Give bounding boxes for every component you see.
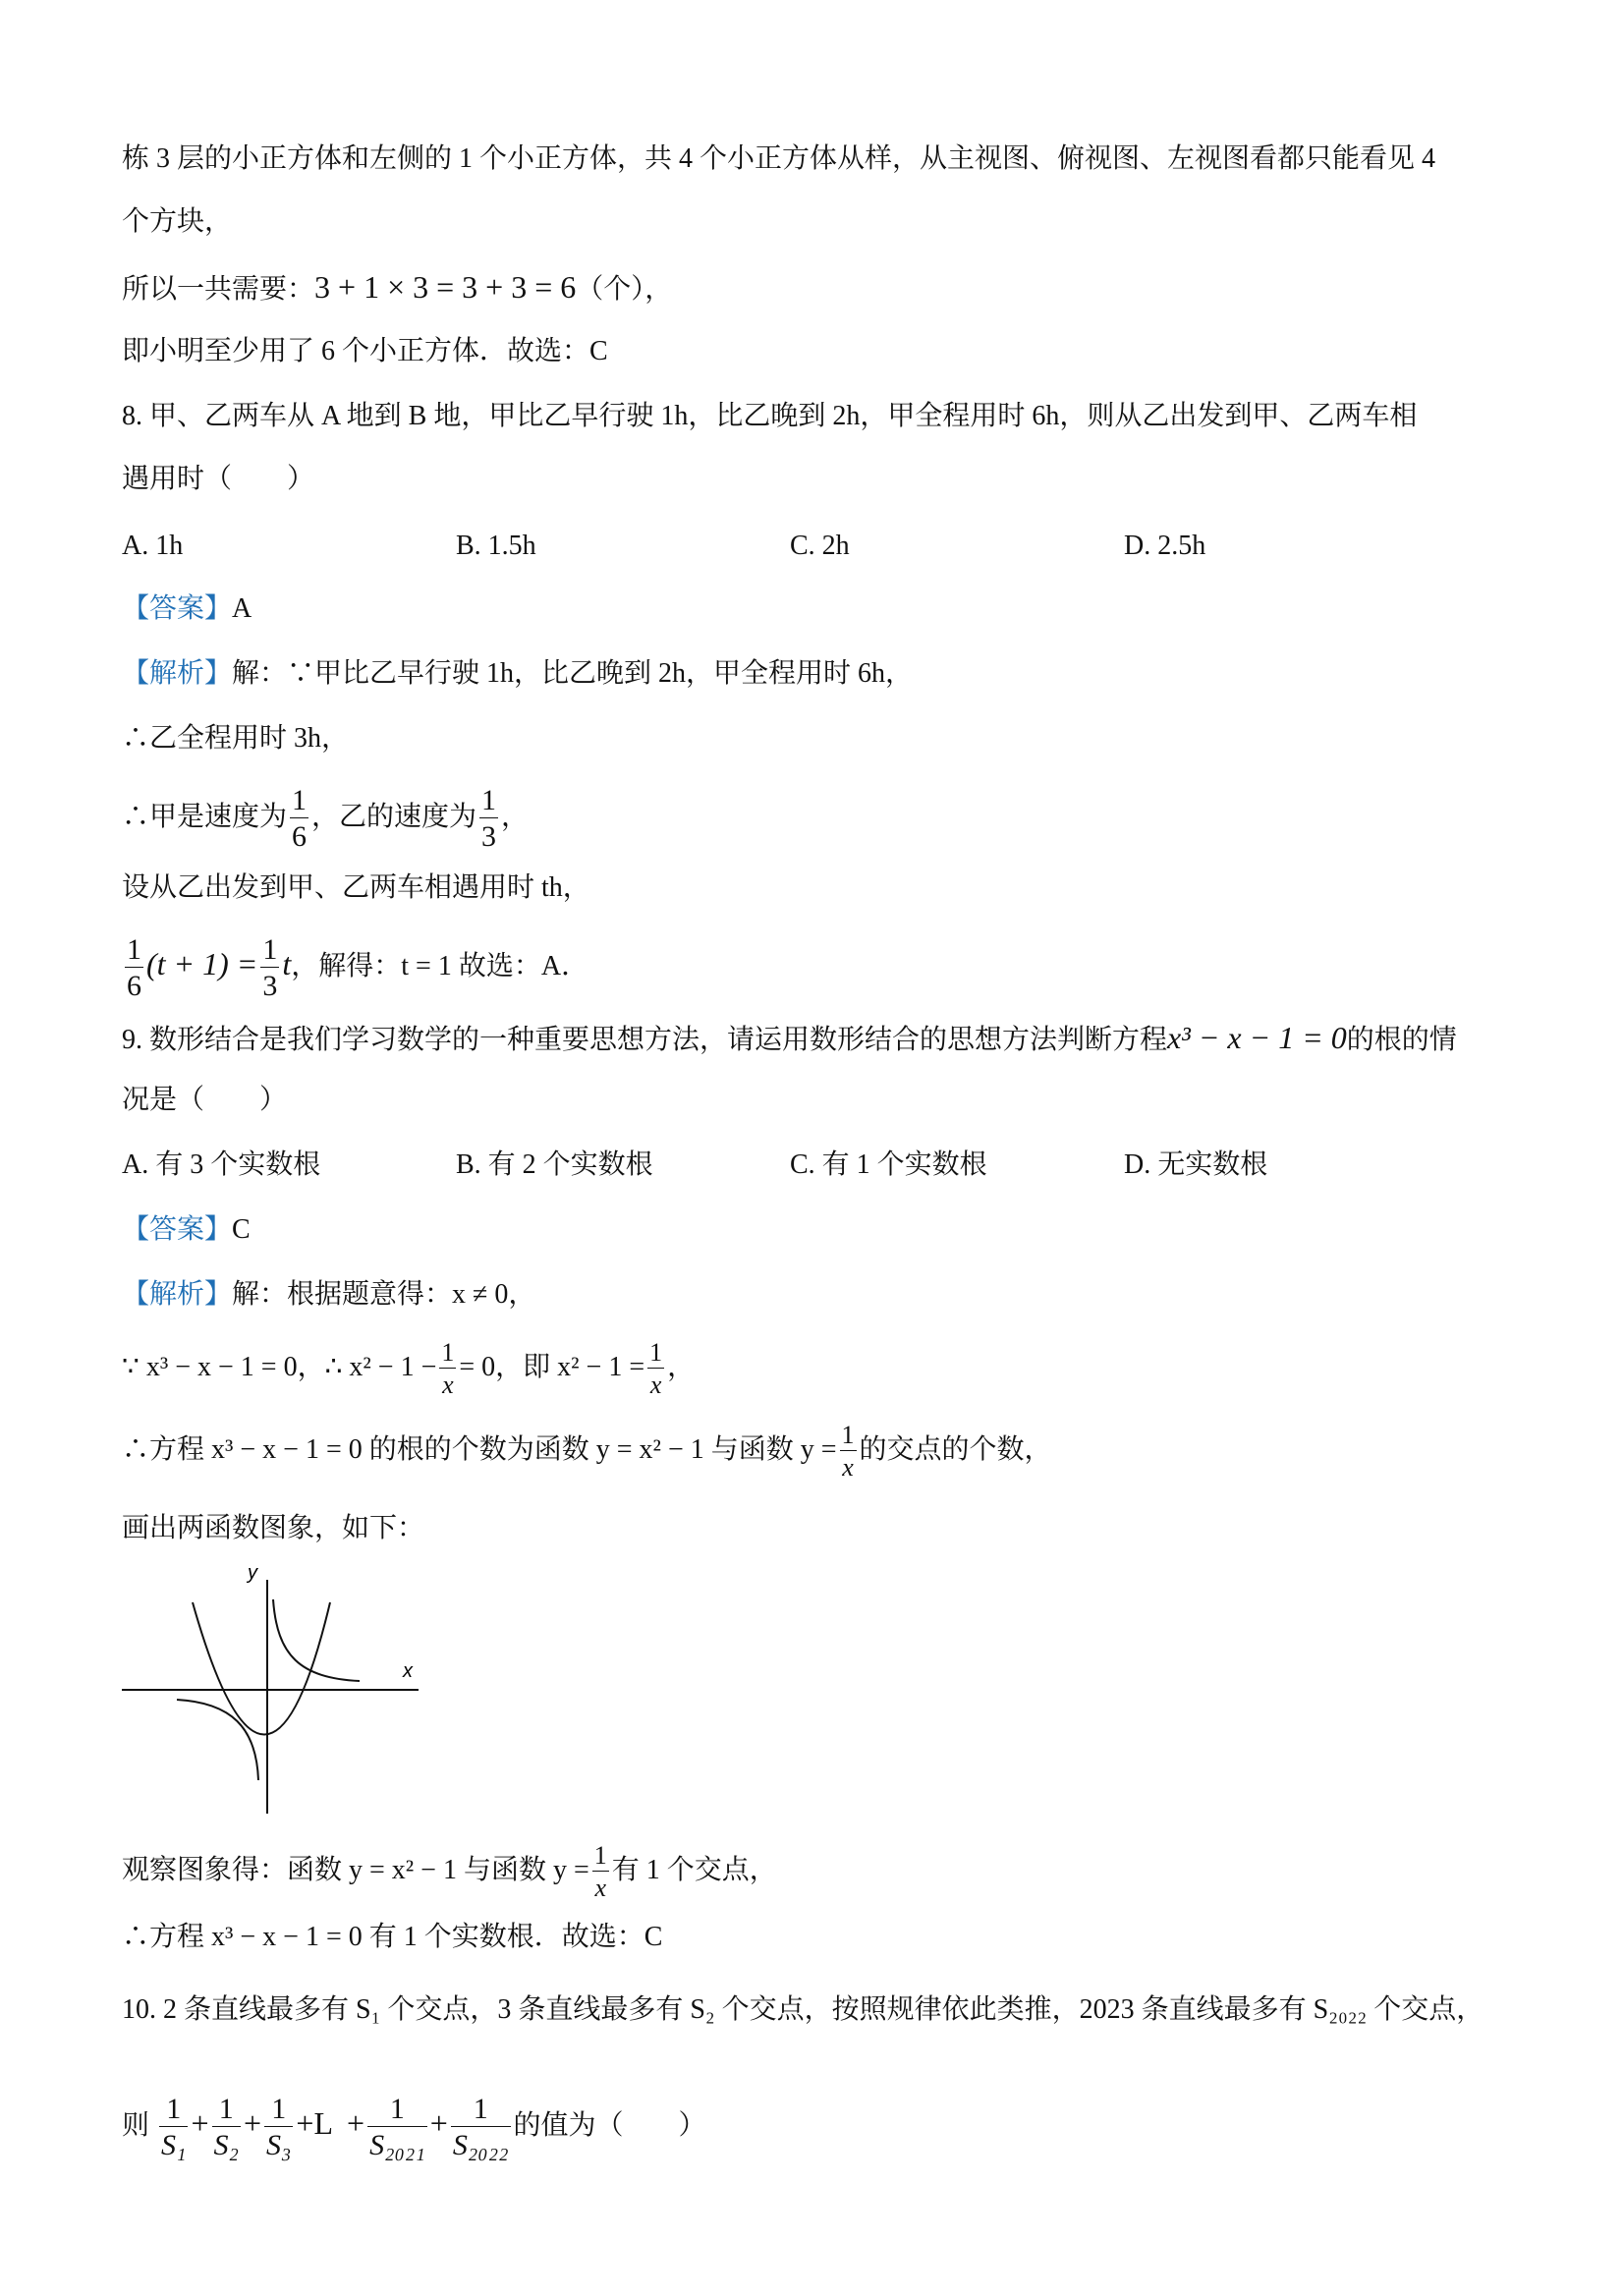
text-line-3-prefix: 所以一共需要： bbox=[122, 274, 315, 305]
numerator: 1 bbox=[649, 1338, 663, 1367]
fraction-one-over-x bbox=[439, 1340, 456, 1398]
numerator: 1 bbox=[212, 2095, 241, 2127]
analysis-text: ， bbox=[667, 1351, 696, 1382]
q8-option-c: C. 2h bbox=[790, 531, 850, 561]
ellipsis: +L bbox=[296, 2104, 334, 2141]
fraction-one-over-x bbox=[592, 1843, 609, 1901]
cubic-equation: x³ − x − 1 = 0 bbox=[1167, 1020, 1347, 1055]
analysis-tag: 【解析】 bbox=[122, 1279, 233, 1310]
numerator: 1 bbox=[841, 1421, 855, 1449]
denominator: S₂ bbox=[213, 2129, 239, 2161]
fraction-one-third bbox=[260, 935, 279, 1001]
analysis-text: ，解得：t = 1 故选：A． bbox=[291, 950, 589, 981]
fraction-one-over-x bbox=[840, 1423, 857, 1481]
numerator: 1 bbox=[451, 2095, 511, 2127]
denominator: 6 bbox=[292, 820, 308, 853]
plus-sign: + bbox=[191, 2104, 209, 2141]
denominator: S₃ bbox=[265, 2129, 292, 2161]
denominator: 3 bbox=[481, 820, 497, 853]
q8-analysis-5 bbox=[122, 935, 588, 1001]
q9-option-c: C. 有 1 个实数根 bbox=[790, 1149, 987, 1180]
analysis-text: 观察图象得：函数 y = x² − 1 与函数 y = bbox=[122, 1854, 589, 1885]
q9-stem-line-2: 况是（ ） bbox=[122, 1085, 288, 1115]
denominator: S₂₀₂₁ bbox=[369, 2129, 425, 2161]
function-graph bbox=[118, 1552, 432, 1818]
denominator: x bbox=[442, 1371, 454, 1399]
q9-analysis-5 bbox=[122, 1843, 777, 1901]
x-axis-label: x bbox=[403, 1660, 413, 1682]
analysis-text: ∴甲是速度为 bbox=[122, 801, 288, 832]
variable-t: t bbox=[282, 945, 292, 981]
fraction-one-sixth bbox=[125, 935, 143, 1001]
plus-sign: + bbox=[243, 2104, 261, 2141]
q8-stem-line-2: 遇用时（ ） bbox=[122, 464, 315, 494]
answer-tag: 【答案】 bbox=[122, 593, 233, 624]
q9-analysis-4: 画出两函数图象，如下： bbox=[122, 1513, 425, 1543]
denominator: x bbox=[649, 1371, 662, 1399]
numerator: 1 bbox=[441, 1338, 455, 1367]
text-line-3-suffix: （个）， bbox=[576, 274, 673, 305]
q8-stem-line-1: 8. 甲、乙两车从 A 地到 B 地，甲比乙早行驶 1h，比乙晚到 2h，甲全程用时 6h，则从乙出发到甲、乙两车相 bbox=[122, 401, 1418, 431]
q10-stem-line-2 bbox=[122, 2095, 706, 2160]
text-line-2: 个方块， bbox=[122, 206, 233, 237]
text-line-4: 即小明至少用了 6 个小正方体．故选：C bbox=[122, 336, 608, 366]
q8-analysis-3 bbox=[122, 786, 529, 852]
text-line-1: 栋 3 层的小正方体和左侧的 1 个小正方体，共 4 个小正方体从样，从主视图、俯视图、左视图看都只能看见 4 bbox=[122, 143, 1436, 174]
numerator: 1 bbox=[127, 933, 141, 966]
q8-option-b: B. 1.5h bbox=[456, 531, 536, 561]
analysis-text: 解：根据题意得：x ≠ 0， bbox=[232, 1279, 536, 1310]
q9-option-d: D. 无实数根 bbox=[1124, 1149, 1268, 1180]
count-equation: 3 + 1 × 3 = 3 + 3 = 6 bbox=[314, 269, 577, 305]
denominator: 6 bbox=[127, 970, 141, 1002]
answer-value: C bbox=[232, 1214, 251, 1245]
denominator: x bbox=[594, 1874, 607, 1902]
q8-analysis-2: ∴乙全程用时 3h， bbox=[122, 723, 350, 754]
q10-stem-line-1: 10. 2 条直线最多有 S₁ 个交点，3 条直线最多有 S₂ 个交点，按照规律依此类推，2023 条直线最多有 S₂₀₂₂ 个交点， bbox=[122, 1994, 1484, 2025]
plus-sign: + bbox=[347, 2104, 365, 2141]
answer-tag: 【答案】 bbox=[122, 1214, 233, 1245]
analysis-text: 的交点的个数， bbox=[859, 1433, 1052, 1465]
q9-answer bbox=[122, 1210, 251, 1250]
q8-answer bbox=[122, 589, 252, 629]
q9-analysis-3 bbox=[122, 1423, 1052, 1481]
denominator: 3 bbox=[262, 970, 278, 1002]
analysis-text: ∴方程 x³ − x − 1 = 0 的根的个数为函数 y = x² − 1 与函数 y = bbox=[122, 1433, 837, 1465]
meeting-equation: (t + 1) = bbox=[146, 945, 258, 981]
hyperbola-branch-right bbox=[273, 1599, 360, 1681]
answer-value: A bbox=[232, 593, 252, 624]
text-line-3 bbox=[122, 267, 672, 309]
q9-analysis-1 bbox=[122, 1275, 535, 1315]
fraction-one-over-x bbox=[647, 1340, 664, 1398]
analysis-text: ∵ x³ − x − 1 = 0，∴ x² − 1 − bbox=[122, 1351, 437, 1382]
denominator: S₂₀₂₂ bbox=[452, 2129, 509, 2161]
numerator: 1 bbox=[292, 784, 308, 816]
analysis-text: ， bbox=[501, 801, 530, 832]
denominator: x bbox=[842, 1453, 854, 1482]
hyperbola-branch-left bbox=[177, 1700, 258, 1780]
q9-option-a: A. 有 3 个实数根 bbox=[122, 1149, 321, 1180]
q9-stem-text: 的根的情 bbox=[1346, 1025, 1457, 1055]
analysis-text: = 0，即 x² − 1 = bbox=[459, 1351, 645, 1382]
q9-stem-text: 9. 数形结合是我们学习数学的一种重要思想方法，请运用数形结合的思想方法判断方程 bbox=[122, 1025, 1168, 1055]
y-axis-label: y bbox=[248, 1562, 257, 1584]
denominator: S₁ bbox=[161, 2129, 187, 2161]
fraction-one-over-s2021 bbox=[367, 2095, 427, 2160]
q8-option-a: A. 1h bbox=[122, 531, 184, 561]
numerator: 1 bbox=[159, 2095, 188, 2127]
fraction-one-sixth bbox=[290, 786, 308, 852]
numerator: 1 bbox=[367, 2095, 427, 2127]
analysis-text: ，乙的速度为 bbox=[311, 801, 477, 832]
plus-sign: + bbox=[429, 2104, 448, 2141]
fraction-one-over-s2022 bbox=[451, 2095, 511, 2160]
parabola-curve bbox=[193, 1602, 330, 1735]
analysis-tag: 【解析】 bbox=[122, 658, 233, 689]
numerator: 1 bbox=[593, 1841, 607, 1870]
q10-stem-text: 的值为（ ） bbox=[513, 2109, 706, 2141]
q8-analysis-1 bbox=[122, 654, 913, 694]
q8-analysis-4: 设从乙出发到甲、乙两车相遇用时 th， bbox=[122, 872, 590, 903]
q10-stem-text: 则 bbox=[122, 2109, 150, 2141]
q8-option-d: D. 2.5h bbox=[1124, 531, 1206, 561]
numerator: 1 bbox=[481, 784, 497, 816]
fraction-one-over-s1 bbox=[159, 2095, 188, 2160]
fraction-one-over-s3 bbox=[264, 2095, 293, 2160]
q9-stem-line-1 bbox=[122, 1018, 1457, 1060]
fraction-one-third bbox=[479, 786, 498, 852]
q9-analysis-6: ∴方程 x³ − x − 1 = 0 有 1 个实数根．故选：C bbox=[122, 1922, 663, 1952]
numerator: 1 bbox=[262, 933, 278, 966]
q9-analysis-2 bbox=[122, 1340, 695, 1398]
numerator: 1 bbox=[264, 2095, 293, 2127]
analysis-text: 有 1 个交点， bbox=[611, 1854, 777, 1885]
q9-option-b: B. 有 2 个实数根 bbox=[456, 1149, 653, 1180]
fraction-one-over-s2 bbox=[212, 2095, 241, 2160]
analysis-text: 解：∵甲比乙早行驶 1h，比乙晚到 2h，甲全程用时 6h， bbox=[232, 658, 914, 689]
